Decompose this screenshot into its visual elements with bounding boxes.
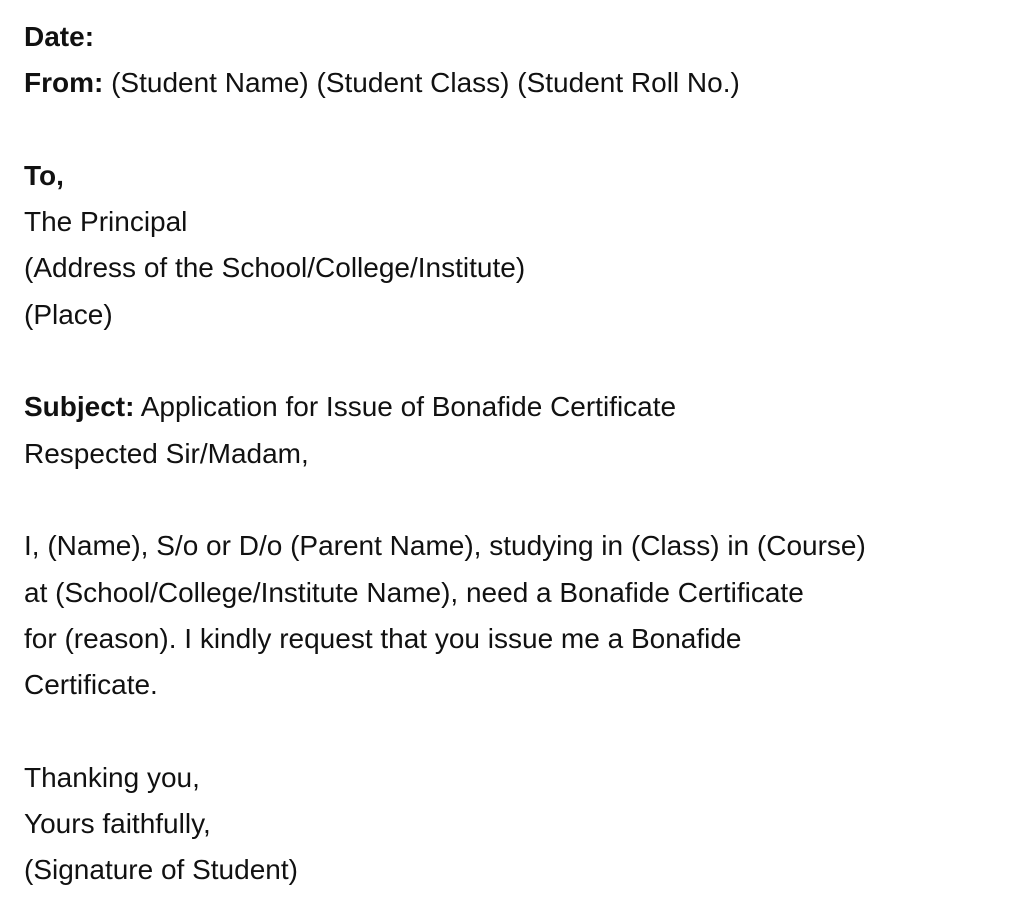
recipient-address: (Address of the School/College/Institute) <box>24 252 526 284</box>
subject-value: Application for Issue of Bonafide Certificate <box>140 391 677 423</box>
subject-line <box>24 384 1014 430</box>
salutation: Respected Sir/Madam, <box>24 437 309 469</box>
spacer <box>24 338 1014 384</box>
body-line: Certificate. <box>24 669 158 701</box>
date-label: Date: <box>24 21 95 52</box>
from-value: (Student Name) (Student Class) (Student Roll No.) <box>111 67 740 99</box>
from-line <box>24 60 1014 106</box>
spacer <box>24 708 1014 754</box>
bonafide-application-letter <box>24 14 1014 894</box>
spacer <box>24 107 1014 153</box>
subject-label: Subject: <box>24 391 135 423</box>
closing-sign-off: Yours faithfully, <box>24 808 211 840</box>
signature-placeholder: (Signature of Student) <box>24 854 298 886</box>
body-line: I, (Name), S/o or D/o (Parent Name), studying in (Class) in (Course) <box>24 530 866 562</box>
spacer <box>24 477 1014 523</box>
date-line <box>24 14 1014 60</box>
closing-thanks: Thanking you, <box>24 761 200 793</box>
body-line: for (reason). I kindly request that you issue me a Bonafide <box>24 622 742 654</box>
from-label: From: <box>24 67 104 99</box>
recipient-title: The Principal <box>24 206 188 238</box>
body-line: at (School/College/Institute Name), need a Bonafide Certificate <box>24 576 804 608</box>
to-label: To, <box>24 159 64 191</box>
recipient-place: (Place) <box>24 298 113 330</box>
